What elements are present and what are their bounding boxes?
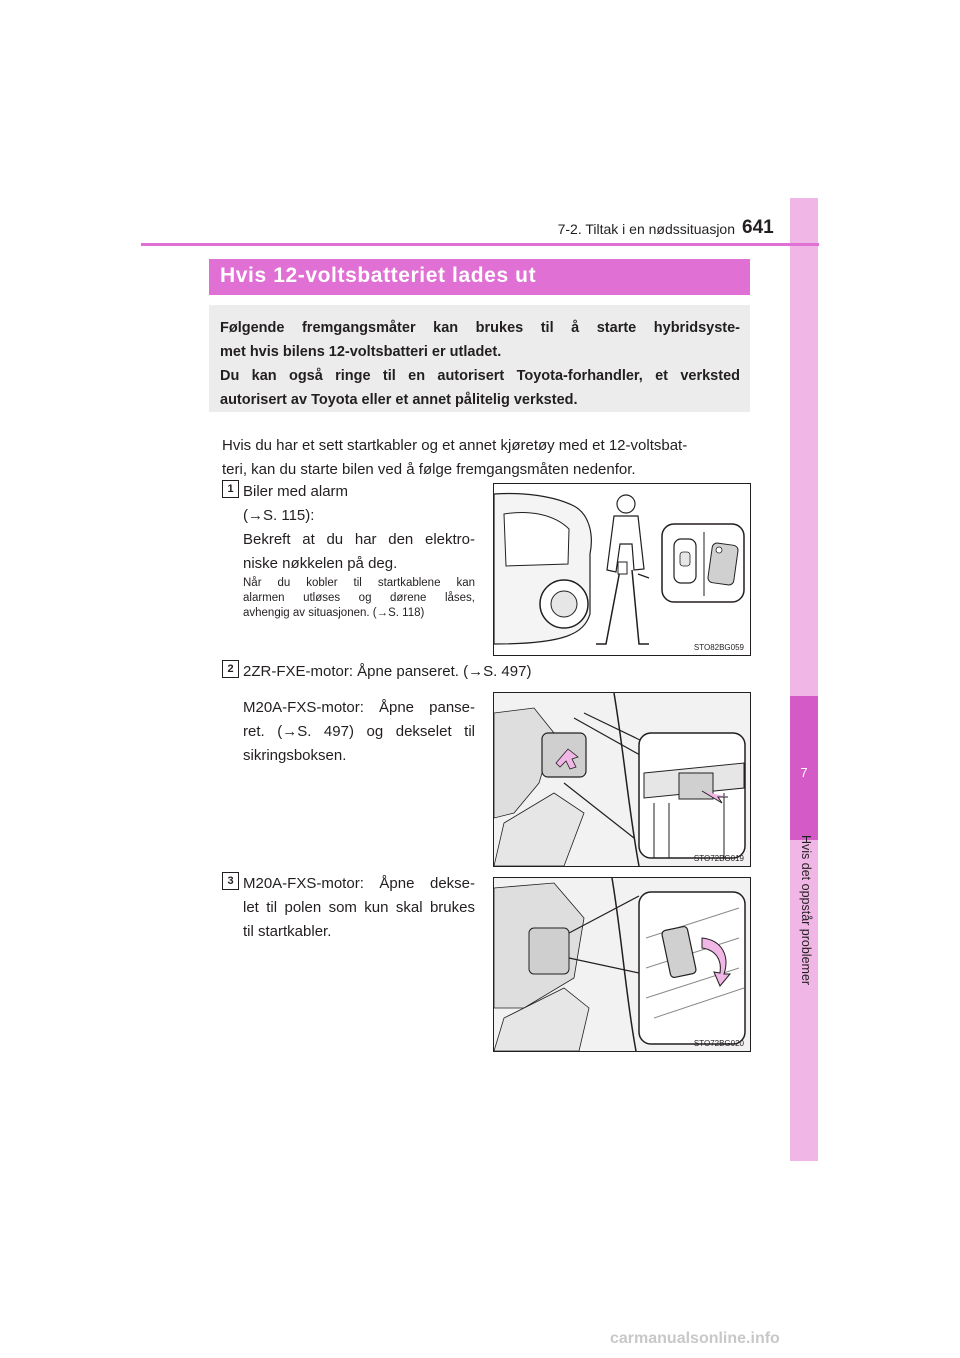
chapter-side-tab: [790, 198, 818, 1161]
figure-terminal-cover: [493, 877, 751, 1052]
step-1-line: niske nøkkelen på deg.: [243, 555, 398, 572]
step-2-text: [243, 696, 475, 768]
step-3-line: til startkabler.: [243, 923, 332, 940]
step-2-line: ret. (→S. 497) og dekselet til: [243, 723, 475, 740]
step-1-line: Bekreft at du har den elektro-: [243, 531, 475, 548]
step-1-note-line: Når du kobler til startkablene kan: [243, 577, 475, 589]
person-with-key-illustration: [494, 484, 750, 655]
step-number-1: 1: [222, 480, 239, 498]
step-1-note-line: alarmen utløses og dørene låses,: [243, 592, 475, 604]
figure-electronic-key: [493, 483, 751, 656]
figure-code: STO72BG020: [693, 1039, 744, 1048]
step-3-line: M20A-FXS-motor: Åpne dekse-: [243, 875, 475, 892]
lead-paragraph: [222, 434, 750, 482]
step-1-note: [243, 576, 475, 621]
figure-fuse-box: [493, 692, 751, 867]
figure-code: STO82BG059: [693, 643, 744, 652]
step-1-line: Biler med alarm: [243, 483, 349, 500]
chapter-title: Hvis det oppstår problemer: [799, 835, 813, 986]
step-1-line: (→S. 115):: [243, 507, 315, 524]
intro-line: met hvis bilens 12-voltsbatteri er utladet.: [220, 344, 502, 360]
lead-line: teri, kan du starte bilen ved å følge fremgangsmåten nedenfor.: [222, 461, 636, 478]
intro-line: Du kan også ringe til en autorisert Toyota-forhandler, et verksted: [220, 368, 740, 384]
watermark: carmanualsonline.info: [610, 1330, 780, 1347]
engine-bay-illustration: [494, 693, 750, 866]
step-3-line: let til polen som kun skal brukes: [243, 899, 475, 916]
page-number: 641: [742, 217, 774, 238]
intro-text: [220, 316, 740, 412]
step-number-2: 2: [222, 660, 239, 678]
section-label: 7-2. Tiltak i en nødssituasjon: [557, 221, 735, 237]
terminal-cover-illustration: [494, 878, 750, 1051]
step-2-line: sikringsboksen.: [243, 747, 347, 764]
step-2-line: M20A-FXS-motor: Åpne panse-: [243, 699, 475, 716]
figure-code: STO72BG019: [693, 854, 744, 863]
step-1-note-line: avhengig av situasjonen. (→S. 118): [243, 607, 425, 619]
chapter-number: 7: [800, 765, 808, 780]
intro-line: Følgende fremgangsmåter kan brukes til å starte hybridsyste-: [220, 320, 740, 336]
step-3-text: [243, 872, 475, 944]
lead-line: Hvis du har et sett startkabler og et annet kjøretøy med et 12-voltsbat-: [222, 437, 688, 454]
section-title: Hvis 12-voltsbatteriet lades ut: [220, 264, 537, 287]
step-1-text: [243, 480, 475, 576]
step-number-3: 3: [222, 872, 239, 890]
intro-line: autorisert av Toyota eller et annet pålitelig verksted.: [220, 392, 578, 408]
header-rule: [141, 243, 819, 246]
step-2-headline: 2ZR-FXE-motor: Åpne panseret. (→S. 497): [243, 663, 532, 680]
